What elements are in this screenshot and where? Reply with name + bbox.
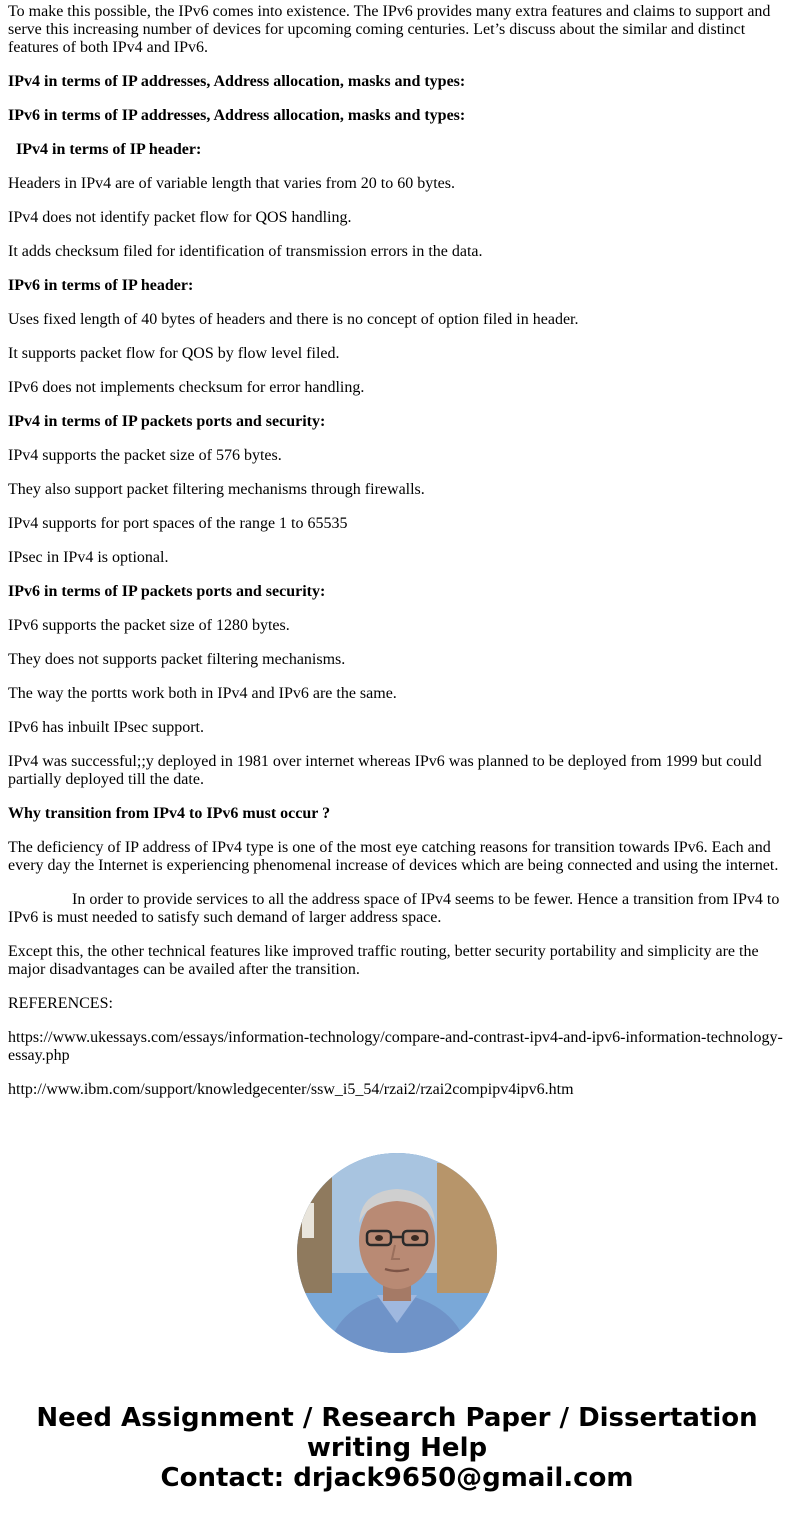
heading-ipv6-ports: IPv6 in terms of IP packets ports and security: [8, 583, 326, 600]
heading-why-transition: Why transition from IPv4 to IPv6 must occur ? [8, 805, 331, 822]
heading-ipv6-header: IPv6 in terms of IP header: [8, 277, 194, 294]
ipv6-ports-point: They does not supports packet filtering mechanisms. [8, 651, 346, 668]
heading-ipv6-addresses: IPv6 in terms of IP addresses, Address allocation, masks and types: [8, 107, 466, 124]
promo-contact[interactable]: Contact: drjack9650@gmail.com [160, 1463, 634, 1493]
ipv4-ports-point: IPv4 supports the packet size of 576 bytes. [8, 447, 282, 464]
intro-paragraph: To make this possible, the IPv6 comes into existence. The IPv6 provides many extra features and claims to support and serve this increasing number of devices for upcoming coming centuries. Let’s discuss about the similar and distinct features of both IPv4 and IPv6. [8, 3, 771, 56]
ipv4-ports-point: IPsec in IPv4 is optional. [8, 549, 169, 566]
why-paragraph: Except this, the other technical features like improved traffic routing, better security portability and simplicity are the major disadvantages can be availed after the transition. [8, 943, 759, 978]
ipv6-header-point: It supports packet flow for QOS by flow level filed. [8, 345, 340, 362]
reference-link[interactable]: https://www.ukessays.com/essays/information-technology/compare-and-contrast-ipv4-and-ipv6-information-technology-essay.php [8, 1029, 783, 1064]
ipv4-ports-point: IPv4 supports for port spaces of the range 1 to 65535 [8, 515, 348, 532]
reference-link[interactable]: http://www.ibm.com/support/knowledgecenter/ssw_i5_54/rzai2/rzai2compipv4ipv6.htm [8, 1081, 574, 1098]
ipv4-header-point: IPv4 does not identify packet flow for QOS handling. [8, 209, 352, 226]
heading-ipv4-ports: IPv4 in terms of IP packets ports and security: [8, 413, 326, 430]
promo-line: writing Help [306, 1433, 488, 1463]
ipv4-header-point: Headers in IPv4 are of variable length that varies from 20 to 60 bytes. [8, 175, 455, 192]
why-paragraph: In order to provide services to all the address space of IPv4 seems to be fewer. Hence a transition from IPv4 to IPv6 is must needed to satisfy such demand of larger address space. [8, 891, 780, 926]
ipv6-ports-point: The way the portts work both in IPv4 and IPv6 are the same. [8, 685, 397, 702]
ipv6-ports-point: IPv6 has inbuilt IPsec support. [8, 719, 204, 736]
why-paragraph: The deficiency of IP address of IPv4 type is one of the most eye catching reasons for transition towards IPv6. Each and every day the Internet is experiencing phenomenal increase of devices which are being connected and using the internet. [8, 839, 779, 874]
deployment-paragraph: IPv4 was successful;;y deployed in 1981 over internet whereas IPv6 was planned to be deployed from 1999 but could partially deployed till the date. [8, 753, 762, 788]
ipv6-header-point: Uses fixed length of 40 bytes of headers and there is no concept of option filed in header. [8, 311, 579, 328]
references-label: REFERENCES: [8, 995, 113, 1012]
ipv6-header-point: IPv6 does not implements checksum for error handling. [8, 379, 365, 396]
article-body [8, 3, 786, 1115]
promo-banner [0, 1403, 794, 1493]
ipv4-header-point: It adds checksum filed for identification of transmission errors in the data. [8, 243, 483, 260]
ipv4-ports-point: They also support packet filtering mechanisms through firewalls. [8, 481, 425, 498]
portrait-illustration [297, 1153, 497, 1353]
author-avatar [297, 1153, 497, 1353]
heading-ipv4-header: IPv4 in terms of IP header: [16, 141, 202, 158]
ipv6-ports-point: IPv6 supports the packet size of 1280 bytes. [8, 617, 290, 634]
promo-line: Need Assignment / Research Paper / Dissertation [36, 1403, 758, 1433]
heading-ipv4-addresses: IPv4 in terms of IP addresses, Address allocation, masks and types: [8, 73, 466, 90]
